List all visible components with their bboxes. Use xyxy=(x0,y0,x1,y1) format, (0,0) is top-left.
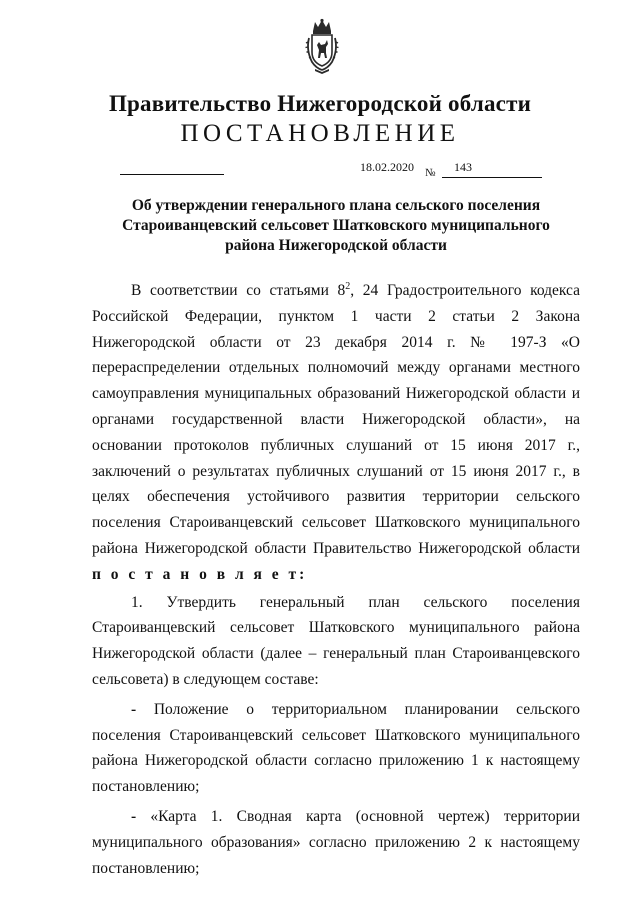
document-subject xyxy=(96,196,576,256)
number-underline xyxy=(442,177,542,178)
subject-line: района Нижегородской области xyxy=(225,237,447,254)
document-number: 143 xyxy=(454,160,472,174)
blank-line xyxy=(120,174,224,175)
document-body xyxy=(92,278,580,881)
dash-marker: - xyxy=(131,700,137,718)
number-label: № xyxy=(425,167,436,179)
government-title: Правительство Нижегородской области xyxy=(108,91,532,116)
document-type: ПОСТАНОВЛЕНИЕ xyxy=(180,120,460,147)
clause-1-paragraph: 1. Утвердить генеральный план сельского поселения Староиванцевский сельсовет Шатковского муниципального района Нижегородской области (далее – генеральный план Староиванцевского сельсовета) в следующем составе: xyxy=(92,593,580,688)
subject-line: Староиванцевский сельсовет Шатковского муниципального xyxy=(122,217,550,234)
list-item-text: «Карта 1. Сводная карта (основной чертеж) территории муниципального образования» согласно приложению 2 к настоящему постановлению; xyxy=(92,807,580,877)
document-date: 18.02.2020 xyxy=(360,160,414,174)
preamble-text: , 24 Градостроительного кодекса Российской Федерации, пунктом 1 части 2 статьи 2 Закона Нижегородской области от 23 декабря 2014 г. № 197-З «О перераспределении отдельных полномочий между органами местного самоуправления муниципальных образований Нижегородской области и органами государственной власти Нижегородской области», на основании протоколов публичных слушаний от 15 июня 2017 г., заключений о результатах публичных слушаний от 15 июня 2017 г., в целях обеспечения устойчивого развития территории сельского поселения Староиванцевский сельсовет Шатковского муниципального района Нижегородской области Правительство Нижегородской области xyxy=(92,282,580,557)
list-item xyxy=(92,697,580,800)
resolves-verb: п о с т а н о в л я е т: xyxy=(92,565,308,583)
preamble-paragraph xyxy=(92,278,580,588)
coat-of-arms-icon xyxy=(304,18,340,74)
article-superscript: 2 xyxy=(345,280,351,292)
list-item-text: Положение о территориальном планировании сельского поселения Староиванцевский сельсовет Шатковского муниципального района Нижегородской области согласно приложению 1 к настоящему постановлению; xyxy=(92,700,580,796)
subject-line: Об утверждении генерального плана сельского поселения xyxy=(131,197,541,214)
preamble-text-start: В соответствии со статьями 8 xyxy=(131,282,346,299)
dash-marker: - xyxy=(131,807,137,825)
list-item xyxy=(92,804,580,881)
